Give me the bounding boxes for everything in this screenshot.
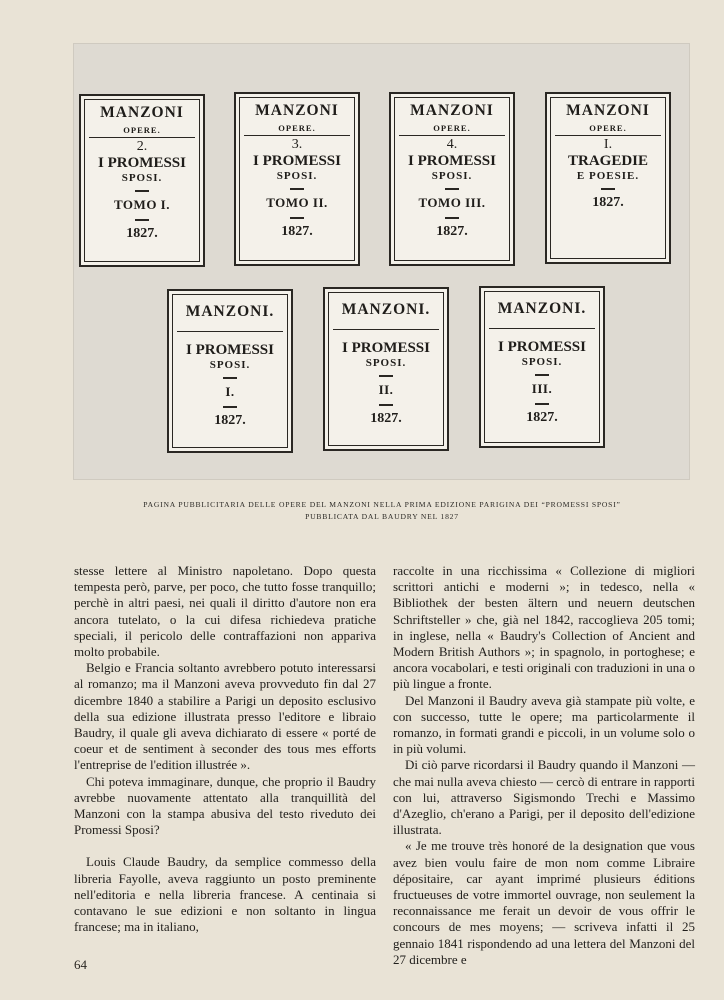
label-title: I PROMESSI <box>408 153 496 169</box>
label-volume: III. <box>531 381 553 396</box>
label-sub: OPERE. <box>589 123 627 133</box>
book-label-1 <box>79 94 205 267</box>
caption-line-2: PUBBLICATA DAL BAUDRY NEL 1827 <box>305 512 459 521</box>
paragraph: « Je me trouve très honoré de la designation que vous avez bien voulu faire de mon nom comme Libraire dépositaire, car ayant imprimé plusieurs éditions fructueuses de votre immortel ouvrage, non seulement la reconnaissance me ferait un devoir de vous offrir le concours de mes moyens; — scriveva infatti il 25 gennaio 1841 rispondendo ad una lettera del Manzoni del 27 dicembre e <box>393 838 695 967</box>
label-year: 1827. <box>126 226 158 241</box>
page-number: 64 <box>74 957 87 972</box>
label-sub: OPERE. <box>123 125 161 135</box>
paragraph: Belgio e Francia soltanto avrebbero potuto interessarsi al romanzo; ma il Manzoni aveva provveduto fin dal 27 dicembre 1840 a stabilire a Parigi un deposito esclusivo della sua edizione illustrata presso l'editore e libraio Baudry, il quale gli aveva dichiarato di essere « porté de coeur et de sentiment à seconder des tous mes efforts l'entreprise de l'edition illustrée ». <box>74 660 376 773</box>
label-number: 3. <box>291 137 303 152</box>
book-label-3 <box>389 92 515 266</box>
book-label-4 <box>545 92 671 264</box>
label-title: I PROMESSI <box>342 340 430 356</box>
label-subtitle: SPOSI. <box>431 170 473 182</box>
label-title: I PROMESSI <box>186 342 274 358</box>
label-title: I PROMESSI <box>98 155 186 171</box>
paragraph: stesse lettere al Ministro napoletano. Dopo questa tempesta però, parve, per poco, che tutto fosse tranquillo; perchè in altri paesi, nei quali il diritto d'autore non era ancora tutelato, o la cui difesa richiedeva pratiche speciali, il pericolo delle contraffazioni non appariva molto probabile. <box>74 563 376 660</box>
paragraph: Del Manzoni il Baudry aveva già stampate più volte, e con successo, tutte le opere; ma particolarmente il romanzo, in formati grandi e piccoli, in un volume solo o in più volumi. <box>393 692 695 757</box>
label-volume: TOMO III. <box>418 195 486 210</box>
label-title: TRAGEDIE <box>567 153 649 169</box>
paragraph: Di ciò parve ricordarsi il Baudry quando il Manzoni — che mai nulla aveva chiesto — cercò di entrare in rapporti con lui, attraverso Sigismondo Trechi e Massimo d'Azeglio, ch'erano a Parigi, per il deposito dell'edizione illustrata. <box>393 757 695 838</box>
label-sub: OPERE. <box>278 123 316 133</box>
book-label-5 <box>167 289 293 453</box>
label-number: 4. <box>446 137 458 152</box>
label-name: MANZONI <box>255 102 339 119</box>
label-year: 1827. <box>436 224 468 239</box>
label-subtitle: SPOSI. <box>121 172 163 184</box>
label-year: 1827. <box>526 410 558 425</box>
label-volume: TOMO II. <box>266 195 328 210</box>
label-subtitle: SPOSI. <box>365 357 407 369</box>
illustration-plate <box>73 43 690 480</box>
label-year: 1827. <box>281 224 313 239</box>
label-name: MANZONI <box>566 102 650 119</box>
label-volume: I. <box>225 384 235 399</box>
label-year: 1827. <box>592 195 624 210</box>
label-name: MANZONI <box>410 102 494 119</box>
right-column <box>393 563 695 968</box>
left-column <box>74 563 376 935</box>
label-subtitle: E POESIE. <box>576 170 640 182</box>
label-sub: OPERE. <box>433 123 471 133</box>
label-volume: TOMO I. <box>114 197 170 212</box>
label-year: 1827. <box>214 413 246 428</box>
label-year: 1827. <box>370 411 402 426</box>
label-title: I PROMESSI <box>498 339 586 355</box>
label-name: MANZONI. <box>497 300 587 317</box>
caption-line-1: PAGINA PUBBLICITARIA DELLE OPERE DEL MANZONI NELLA PRIMA EDIZIONE PARIGINA DEI “PROMESSI SPOSI” <box>143 500 621 509</box>
label-subtitle: SPOSI. <box>276 170 318 182</box>
label-subtitle: SPOSI. <box>521 356 563 368</box>
label-subtitle: SPOSI. <box>209 359 251 371</box>
paragraph: Chi poteva immaginare, dunque, che proprio il Baudry avrebbe nuovamente attentato alla tranquillità del Manzoni con la stampa abusiva del testo riveduto dei Promessi Sposi? <box>74 773 376 838</box>
book-label-2 <box>234 92 360 266</box>
label-title: I PROMESSI <box>253 153 341 169</box>
paragraph: raccolte in una ricchissima « Collezione di migliori scrittori antichi e moderni »; in tedesco, nella « Bibliothek der besten ältern und neuern deutschen Schriftsteller » che, già nel 1842, raccoglieva 205 tomi; in inglese, nella « Baudry's Collection of Ancient and Modern British Authors »; in spagnolo, in portoghese; e ancora vocabolari, e testi originali con traduzioni in una o più lingue a fronte. <box>393 563 695 692</box>
label-name: MANZONI. <box>185 303 275 320</box>
book-label-6 <box>323 287 449 451</box>
book-label-7 <box>479 286 605 448</box>
label-volume: II. <box>378 382 394 397</box>
label-number: 2. <box>136 139 148 154</box>
figure-caption <box>80 499 684 523</box>
label-name: MANZONI <box>100 104 184 121</box>
label-name: MANZONI. <box>341 301 431 318</box>
label-number: I. <box>603 137 613 152</box>
paragraph: Louis Claude Baudry, da semplice commesso della libreria Fayolle, aveva raggiunto un posto preminente nell'editoria e nella libreria francese. A centinaia si contavano le sue edizioni e non soltanto in lingua francese; ma in italiano, <box>74 854 376 935</box>
